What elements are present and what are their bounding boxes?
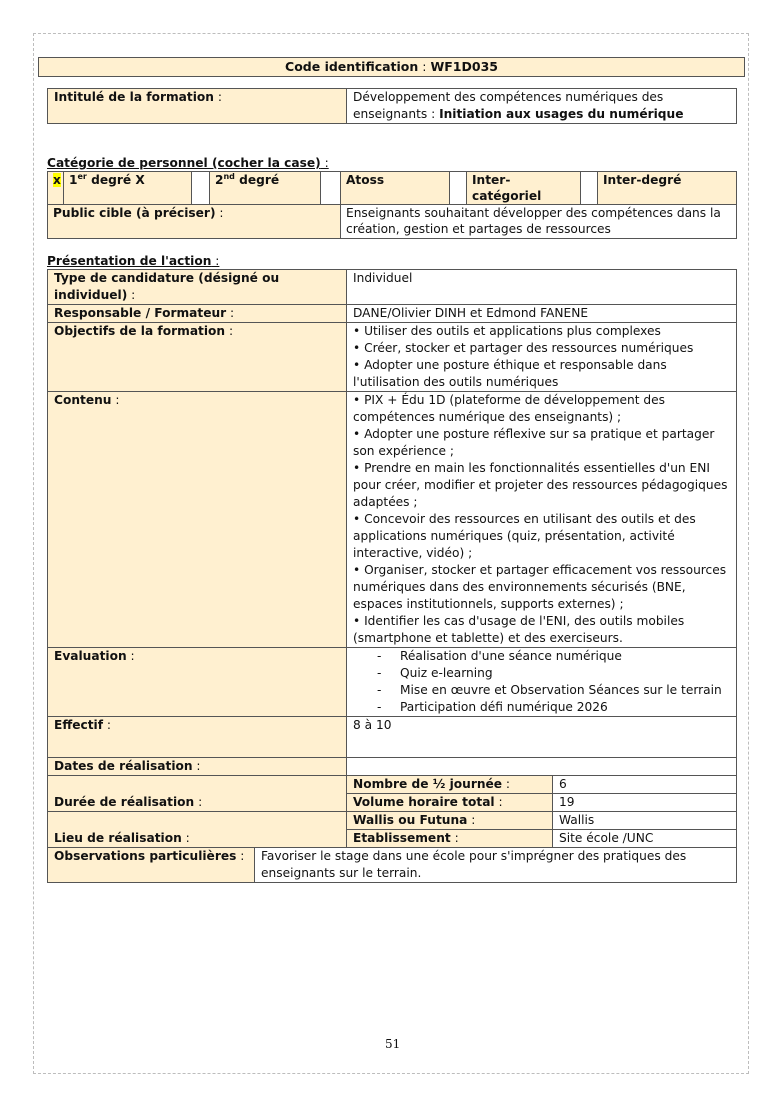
option-2nd-degre <box>210 172 321 205</box>
type-candidature-label-cell <box>48 270 347 305</box>
code-identification-box <box>38 57 745 77</box>
objectif-item: • Créer, stocker et partager des ressources numériques <box>353 341 694 355</box>
categorie-table <box>47 171 737 239</box>
colon: : <box>211 254 220 268</box>
effectif-label-cell <box>48 717 347 758</box>
nb-demi-journee-label-cell <box>347 776 553 794</box>
option-label: 2 <box>215 173 224 187</box>
colon: : <box>226 306 235 320</box>
check-mark: x <box>53 173 61 187</box>
page-number: 51 <box>385 1037 401 1051</box>
intitule-value-prefix: Développement des compétences numériques des enseignants : <box>353 90 664 121</box>
intitule-value-bold: Initiation aux usages du numérique <box>439 107 684 121</box>
wallis-futuna-label: Wallis ou Futuna <box>353 813 468 827</box>
contenu-item: • Identifier les cas d'usage de l'ENI, des outils mobiles (smartphone et tablette) et des exerciseurs. <box>353 614 685 645</box>
evaluation-item: - Quiz e-learning <box>367 665 730 682</box>
colon: : <box>111 393 120 407</box>
volume-horaire-label-cell <box>347 794 553 812</box>
type-candidature-value: Individuel <box>347 270 737 305</box>
intitule-value-cell <box>347 89 737 124</box>
evaluation-item: - Participation défi numérique 2026 <box>367 699 730 716</box>
checkbox-1er-degre[interactable] <box>48 172 64 205</box>
colon: : <box>494 795 503 809</box>
colon: : <box>320 156 329 170</box>
public-cible-label: Public cible (à préciser) <box>53 206 216 220</box>
observations-value: Favoriser le stage dans une école pour s'imprégner des pratiques des enseignants sur le terrain. <box>255 848 737 883</box>
colon: : <box>450 831 459 845</box>
volume-horaire-value: 19 <box>553 794 737 812</box>
nb-demi-journee-value: 6 <box>553 776 737 794</box>
contenu-label-cell <box>48 392 347 648</box>
etablissement-value: Site école /UNC <box>553 830 737 848</box>
public-cible-value: Enseignants souhaitant développer des compétences dans la création, gestion et partages de ressources <box>341 205 737 239</box>
dates-label: Dates de réalisation <box>54 759 193 773</box>
colon: : <box>215 206 224 220</box>
colon: : <box>418 59 431 74</box>
colon: : <box>467 813 476 827</box>
contenu-item: • PIX + Édu 1D (plateforme de développement des compétences numérique des enseignants) ; <box>353 393 665 424</box>
observations-label-cell <box>48 848 255 883</box>
duree-label: Durée de réalisation <box>54 795 195 809</box>
presentation-table <box>47 269 737 883</box>
checkbox-2nd-degre[interactable] <box>192 172 210 205</box>
colon: : <box>103 718 111 732</box>
etablissement-label: Etablissement <box>353 831 451 845</box>
presentation-title-text: Présentation de l'action <box>47 254 212 268</box>
observations-label: Observations particulières <box>54 849 237 863</box>
colon: : <box>127 288 136 302</box>
option-atoss: Atoss <box>341 172 450 205</box>
option-sup: nd <box>223 171 235 181</box>
effectif-label: Effectif <box>54 718 103 732</box>
responsable-label-cell <box>48 305 347 323</box>
code-value: WF1D035 <box>430 59 498 74</box>
objectif-item: • Utiliser des outils et applications plus complexes <box>353 324 661 338</box>
objectif-item: • Adopter une posture éthique et responsable dans l'utilisation des outils numériques <box>353 358 667 389</box>
wallis-futuna-value: Wallis <box>553 812 737 830</box>
checkbox-atoss[interactable] <box>321 172 341 205</box>
checkbox-inter-degre[interactable] <box>581 172 598 205</box>
evaluation-item: - Mise en œuvre et Observation Séances sur le terrain <box>367 682 730 699</box>
lieu-label-cell <box>48 812 347 848</box>
option-suffix: degré <box>234 173 280 187</box>
objectifs-label: Objectifs de la formation <box>54 324 226 338</box>
option-inter-degre: Inter-degré <box>598 172 737 205</box>
colon: : <box>502 777 511 791</box>
option-suffix: degré X <box>86 173 145 187</box>
option-1er-degre <box>64 172 192 205</box>
evaluation-label: Evaluation <box>54 649 127 663</box>
option-sup: er <box>77 171 87 181</box>
option-label: 1 <box>69 173 78 187</box>
lieu-label: Lieu de réalisation <box>54 831 182 845</box>
dates-label-cell <box>48 758 347 776</box>
objectifs-list <box>347 323 737 392</box>
colon: : <box>181 831 190 845</box>
volume-horaire-label: Volume horaire total <box>353 795 495 809</box>
colon: : <box>236 849 245 863</box>
colon: : <box>225 324 234 338</box>
code-label: Code identification <box>285 59 419 74</box>
duree-label-cell <box>48 776 347 812</box>
etablissement-label-cell <box>347 830 553 848</box>
wallis-futuna-label-cell <box>347 812 553 830</box>
contenu-item: • Organiser, stocker et partager efficacement vos ressources numériques dans des environnements sécurisés (BNE, espaces institutionnels, supports externes) ; <box>353 563 727 611</box>
colon: : <box>192 759 201 773</box>
objectifs-label-cell <box>48 323 347 392</box>
presentation-title <box>47 254 219 268</box>
contenu-item: • Concevoir des ressources en utilisant des outils et des applications numériques (quiz, présentation, activité interactive, vidéo) ; <box>353 512 696 560</box>
responsable-value: DANE/Olivier DINH et Edmond FANENE <box>347 305 737 323</box>
dates-value <box>347 758 737 776</box>
colon: : <box>213 90 222 104</box>
responsable-label: Responsable / Formateur <box>54 306 227 320</box>
intitule-label: Intitulé de la formation <box>54 90 214 104</box>
contenu-list <box>347 392 737 648</box>
evaluation-item: - Réalisation d'une séance numérique <box>367 648 730 665</box>
intitule-table <box>47 88 737 124</box>
effectif-value: 8 à 10 <box>347 717 737 758</box>
type-candidature-label: Type de candidature (désigné ou individuel) <box>54 271 280 302</box>
contenu-item: • Prendre en main les fonctionnalités essentielles d'un ENI pour créer, modifier et projeter des ressources pédagogiques adaptées ; <box>353 461 728 509</box>
contenu-label: Contenu <box>54 393 112 407</box>
intitule-label-cell <box>48 89 347 124</box>
evaluation-list <box>347 648 737 717</box>
option-inter-categoriel: Inter-catégoriel <box>467 172 581 205</box>
evaluation-label-cell <box>48 648 347 717</box>
colon: : <box>126 649 135 663</box>
categorie-title <box>47 156 329 170</box>
nb-demi-journee-label: Nombre de ½ journée <box>353 777 503 791</box>
categorie-title-text: Catégorie de personnel (cocher la case) <box>47 156 321 170</box>
checkbox-inter-categoriel[interactable] <box>450 172 467 205</box>
colon: : <box>194 795 203 809</box>
public-cible-label-cell <box>48 205 341 239</box>
contenu-item: • Adopter une posture réflexive sur sa pratique et partager son expérience ; <box>353 427 715 458</box>
